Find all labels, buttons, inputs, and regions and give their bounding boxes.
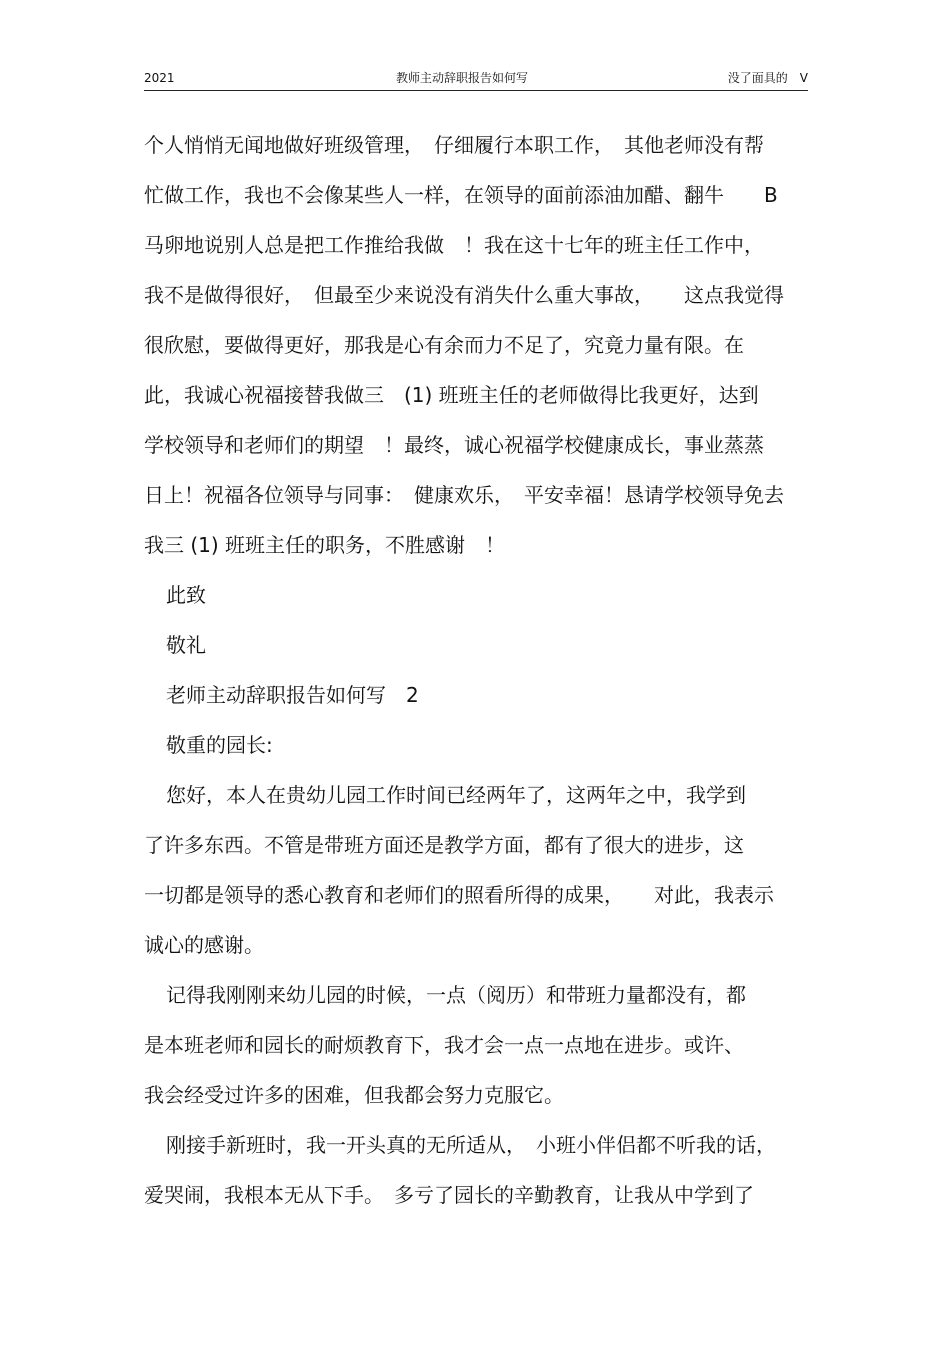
- header-year: 2021: [144, 71, 175, 85]
- text-line: 我会经受过许多的困难，但我都会努力克服它。: [144, 1083, 564, 1107]
- text-line: 马卵地说别人总是把工作推给我做 ！我在这十七年的班主任工作中，: [144, 233, 764, 257]
- document-body: [144, 120, 824, 1220]
- page-header: [144, 68, 808, 91]
- text-line: 敬重的园长:: [166, 733, 273, 757]
- text-line: 我不是做得很好， 但最至少来说没有消失什么重大事故， 这点我觉得: [144, 283, 784, 307]
- text-line: 诚心的感谢。: [144, 933, 264, 957]
- header-author: 没了面具的 V: [727, 71, 808, 85]
- text-line: 您好，本人在贵幼儿园工作时间已经两年了，这两年之中，我学到: [166, 783, 746, 807]
- text-line: 我三 (1) 班班主任的职务，不胜感谢 ！: [144, 533, 506, 557]
- header-title: 教师主动辞职报告如何写: [396, 71, 529, 85]
- text-line: 刚接手新班时，我一开头真的无所适从， 小班小伴侣都不听我的话，: [166, 1133, 776, 1157]
- text-line: 此，我诚心祝福接替我做三 (1) 班班主任的老师做得比我更好，达到: [144, 383, 759, 407]
- text-line: 个人悄悄无闻地做好班级管理， 仔细履行本职工作， 其他老师没有帮: [144, 133, 764, 157]
- text-line: 很欣慰，要做得更好，那我是心有余而力不足了，究竟力量有限。在: [144, 333, 744, 357]
- text-line: 敬礼: [166, 633, 206, 657]
- text-line: 爱哭闹，我根本无从下手。 多亏了园长的辛勤教育，让我从中学到了: [144, 1183, 754, 1207]
- text-line: 了许多东西。不管是带班方面还是教学方面，都有了很大的进步，这: [144, 833, 744, 857]
- text-line: 记得我刚刚来幼儿园的时候，一点（阅历）和带班力量都没有，都: [166, 983, 746, 1007]
- text-line: 一切都是领导的悉心教育和老师们的照看所得的成果， 对此，我表示: [144, 883, 774, 907]
- text-line: 学校领导和老师们的期望 ！最终，诚心祝福学校健康成长，事业蒸蒸: [144, 433, 764, 457]
- text-line: 此致: [166, 583, 206, 607]
- text-line: 是本班老师和园长的耐烦教育下，我才会一点一点地在进步。或许、: [144, 1033, 744, 1057]
- text-line: 日上！祝福各位领导与同事： 健康欢乐， 平安幸福！恳请学校领导免去: [144, 483, 784, 507]
- text-line: 忙做工作，我也不会像某些人一样，在领导的面前添油加醋、翻牛 B: [144, 183, 778, 207]
- text-line: 老师主动辞职报告如何写 2: [166, 683, 419, 707]
